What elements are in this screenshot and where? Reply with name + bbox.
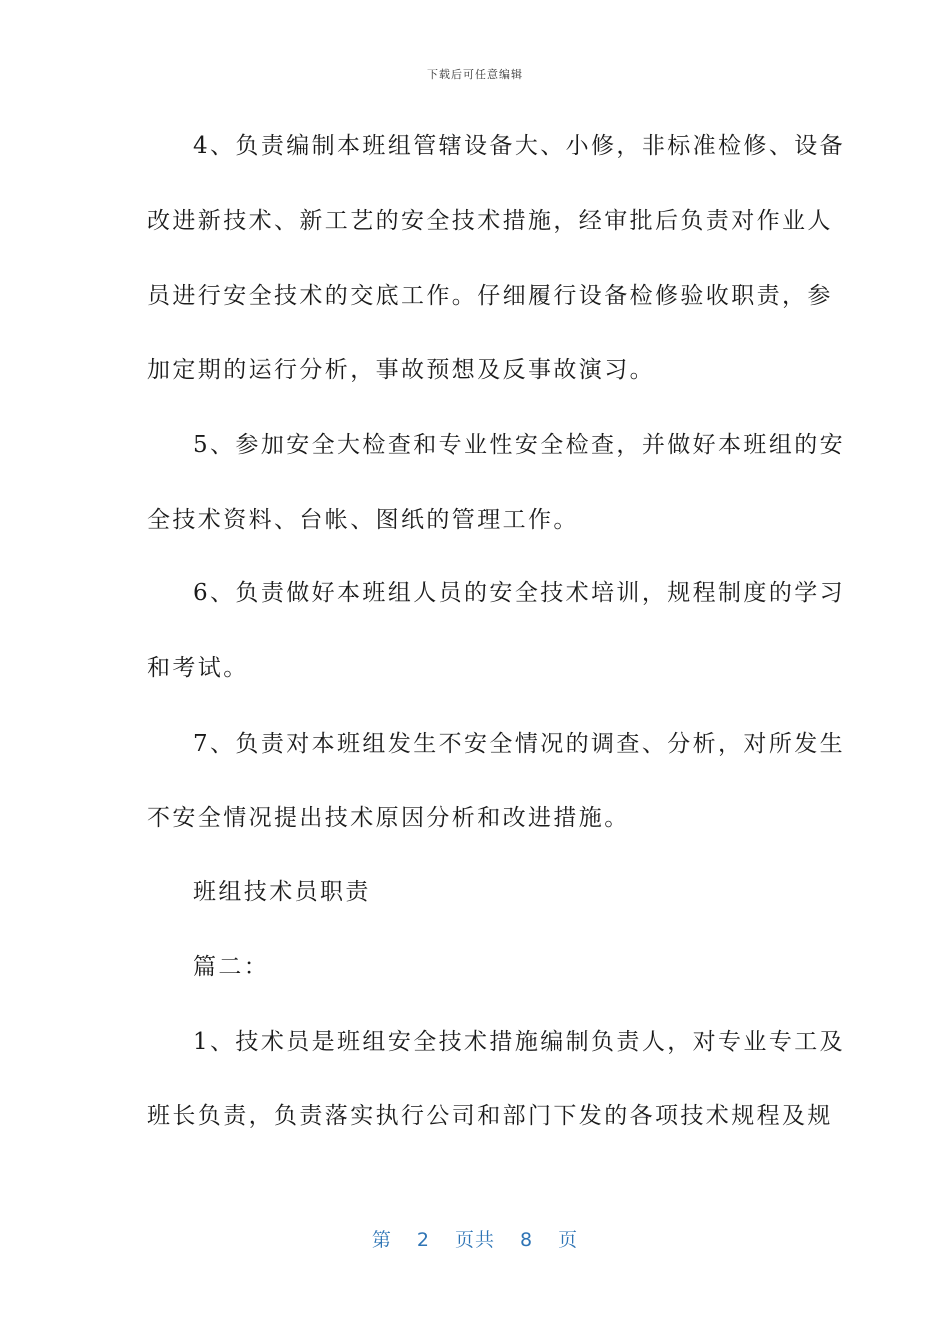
page-header-note: 下载后可任意编辑 — [427, 68, 523, 81]
paragraph-line: 全技术资料、台帐、图纸的管理工作。 — [147, 507, 579, 533]
paragraph-line: 和考试。 — [147, 655, 249, 681]
paragraph-line: 加定期的运行分析，事故预想及反事故演习。 — [147, 357, 655, 383]
paragraph-line: 4、负责编制本班组管辖设备大、小修，非标准检修、设备 — [193, 133, 846, 159]
paragraph-line: 员进行安全技术的交底工作。仔细履行设备检修验收职责，参 — [147, 283, 833, 309]
paragraph-line: 班长负责，负责落实执行公司和部门下发的各项技术规程及规 — [147, 1103, 833, 1129]
page-number-footer: 第 2 页共 8 页 — [371, 1229, 579, 1251]
section-title: 班组技术员职责 — [193, 879, 371, 905]
paragraph-line: 6、负责做好本班组人员的安全技术培训，规程制度的学习 — [193, 580, 846, 606]
paragraph-line: 不安全情况提出技术原因分析和改进措施。 — [147, 805, 630, 831]
paragraph-line: 1、技术员是班组安全技术措施编制负责人，对专业专工及 — [193, 1029, 846, 1055]
paragraph-line: 改进新技术、新工艺的安全技术措施，经审批后负责对作业人 — [147, 208, 833, 234]
paragraph-line: 7、负责对本班组发生不安全情况的调查、分析，对所发生 — [193, 731, 846, 757]
paragraph-line: 5、参加安全大检查和专业性安全检查，并做好本班组的安 — [193, 432, 846, 458]
section-label: 篇二： — [193, 954, 270, 980]
